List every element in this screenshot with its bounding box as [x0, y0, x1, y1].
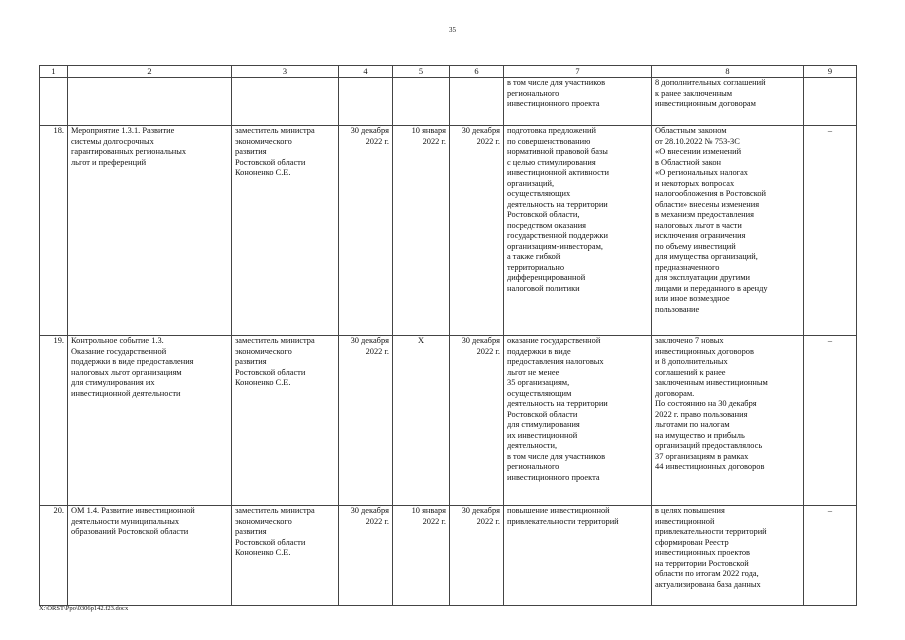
actual-result: в целях повышения инвестиционной привлекательности территорий сформирован Реестр инвестиционных проектов на территории Ростовской области по итогам 2022 года, актуализирована база данных — [652, 506, 804, 606]
planned-date: 30 декабря 2022 г. — [339, 506, 393, 606]
planned-date — [339, 78, 393, 126]
note: – — [804, 336, 857, 506]
column-header: 6 — [450, 66, 504, 78]
actual-result: 8 дополнительных соглашений к ранее заключенным инвестиционным договорам — [652, 78, 804, 126]
header-row — [40, 66, 857, 78]
row-number: 18. — [40, 126, 68, 336]
column-header: 4 — [339, 66, 393, 78]
expected-result: оказание государственной поддержки в виде предоставления налоговых льгот не менее 35 организациям, осуществляющим деятельность на территории Ростовской области для стимулирования их инвестиционной деятельности, в том числе для участников регионального инвестиционного проекта — [504, 336, 652, 506]
end-date: 30 декабря 2022 г. — [450, 126, 504, 336]
table-row — [40, 506, 857, 606]
row-number: 20. — [40, 506, 68, 606]
note — [804, 78, 857, 126]
report-table — [39, 65, 857, 606]
planned-date: 30 декабря 2022 г. — [339, 336, 393, 506]
table-row — [40, 126, 857, 336]
column-header: 9 — [804, 66, 857, 78]
column-header: 3 — [232, 66, 339, 78]
row-number — [40, 78, 68, 126]
expected-result: подготовка предложений по совершенствованию нормативной правовой базы с целью стимулирования инвестиционной активности организаций, осуществляющих деятельность на территории Ростовской области, посредством оказания государственной поддержки организациям-инвесторам, а также гибкой территориально дифференцированной налоговой политики — [504, 126, 652, 336]
note: – — [804, 126, 857, 336]
column-header: 8 — [652, 66, 804, 78]
row-number: 19. — [40, 336, 68, 506]
note: – — [804, 506, 857, 606]
activity-name: Мероприятие 1.3.1. Развитие системы долгосрочных гарантированных региональных льгот и преференций — [68, 126, 232, 336]
column-header: 5 — [393, 66, 450, 78]
responsible-person: заместитель министра экономического развития Ростовской области Кононенко С.Е. — [232, 336, 339, 506]
responsible-person: заместитель министра экономического развития Ростовской области Кононенко С.Е. — [232, 506, 339, 606]
activity-name: ОМ 1.4. Развитие инвестиционной деятельности муниципальных образований Ростовской области — [68, 506, 232, 606]
activity-name — [68, 78, 232, 126]
start-date: 10 января 2022 г. — [393, 126, 450, 336]
page-number: 35 — [449, 26, 456, 34]
activity-name: Контрольное событие 1.3. Оказание государственной поддержки в виде предоставления налоговых льгот организациям для стимулирования их инвестиционной деятельности — [68, 336, 232, 506]
table-row — [40, 336, 857, 506]
start-date: X — [393, 336, 450, 506]
actual-result: Областным законом от 28.10.2022 № 753-ЗС «О внесении изменений в Областной закон «О региональных налогах и некоторых вопросах налогообложения в Ростовской области» внесены изменения в механизм предоставления налоговых льгот в части исключения ограничения по объему инвестиций для имущества организаций, предназначенного для эксплуатации другими лицами и переданного в аренду или иное возмездное пользование — [652, 126, 804, 336]
expected-result: повышение инвестиционной привлекательности территорий — [504, 506, 652, 606]
start-date — [393, 78, 450, 126]
table-row — [40, 78, 857, 126]
start-date: 10 января 2022 г. — [393, 506, 450, 606]
end-date — [450, 78, 504, 126]
column-header: 7 — [504, 66, 652, 78]
expected-result: в том числе для участников регионального инвестиционного проекта — [504, 78, 652, 126]
actual-result: заключено 7 новых инвестиционных договоров и 8 дополнительных соглашений к ранее заключенным инвестиционным договорам. По состоянию на 30 декабря 2022 г. право пользования льготами по налогам на имущество и прибыль организаций предоставлялось 37 организациям в рамках 44 инвестиционных договоров — [652, 336, 804, 506]
responsible-person — [232, 78, 339, 126]
end-date: 30 декабря 2022 г. — [450, 336, 504, 506]
document-file-path: X:\ORST\Ppo\0306p142.f23.docx — [39, 605, 129, 612]
responsible-person: заместитель министра экономического развития Ростовской области Кононенко С.Е. — [232, 126, 339, 336]
planned-date: 30 декабря 2022 г. — [339, 126, 393, 336]
end-date: 30 декабря 2022 г. — [450, 506, 504, 606]
column-header: 2 — [68, 66, 232, 78]
column-header: 1 — [40, 66, 68, 78]
